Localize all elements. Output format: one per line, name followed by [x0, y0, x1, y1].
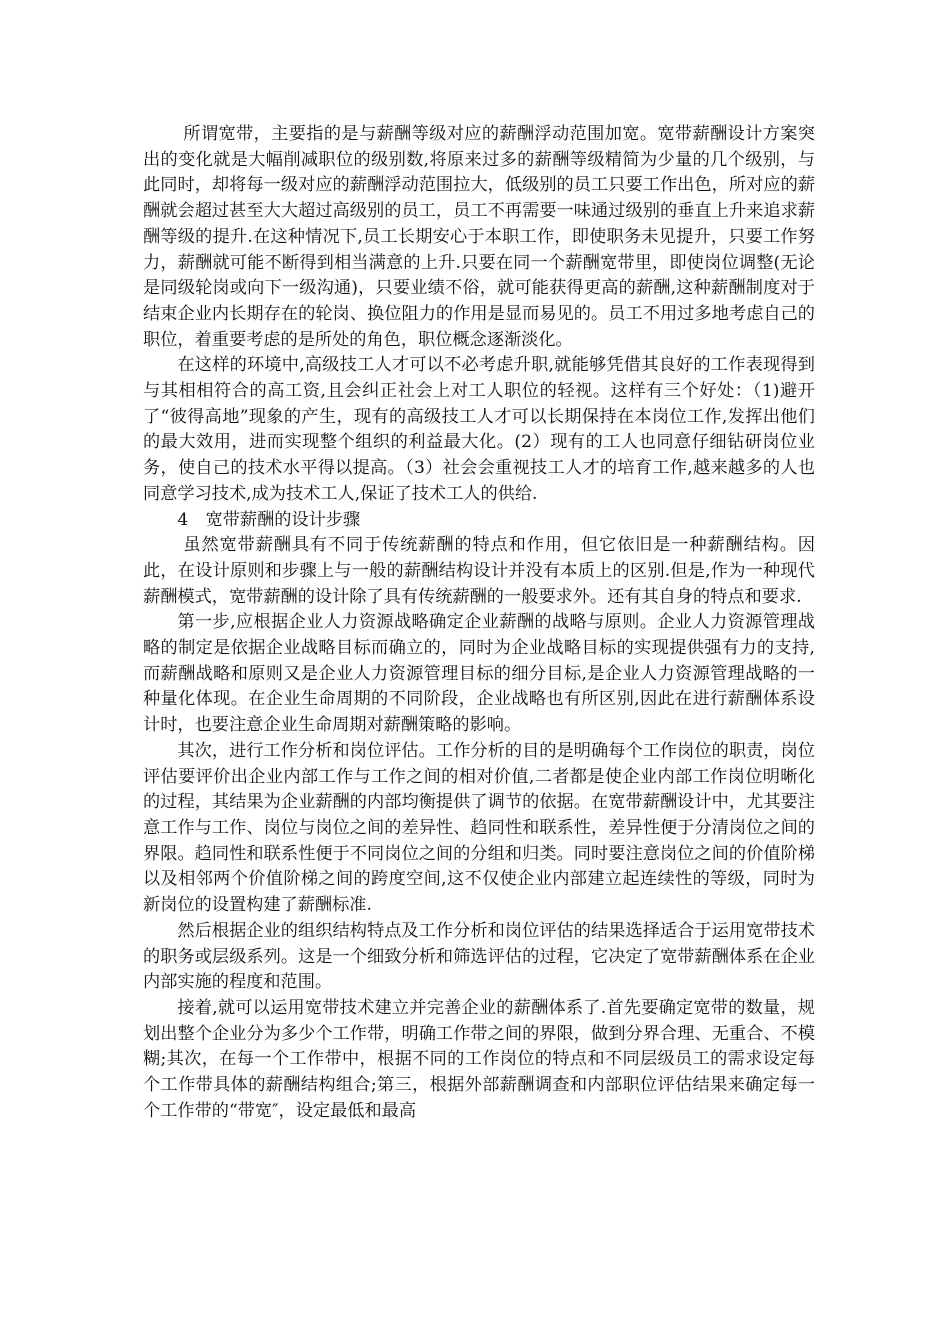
paragraph-design-intro: 虽然宽带薪酬具有不同于传统薪酬的特点和作用，但它依旧是一种薪酬结构。因此，在设计原则和步骤上与一般的薪酬结构设计并没有本质上的区别.但是,作为一种现代薪酬模式，宽带薪酬的设计除了具有传统薪酬的一般要求外。还有其自身的特点和要求.	[143, 535, 815, 607]
document-page	[143, 122, 815, 1124]
paragraph-broadband-definition: 所谓宽带，主要指的是与薪酬等级对应的薪酬浮动范围加宽。宽带薪酬设计方案突出的变化就是大幅削减职位的级别数,将原来过多的薪酬等级精简为少量的几个级别，与此同时，却将每一级对应的薪酬浮动范围拉大，低级别的员工只要工作出色，所对应的薪酬就会超过甚至大大超过高级别的员工，员工不再需要一味通过级别的垂直上升来追求薪酬等级的提升.在这种情况下,员工长期安心于本职工作，即使职务未见提升，只要工作努力，薪酬就可能不断得到相当满意的上升.只要在同一个薪酬宽带里，即使岗位调整(无论是同级轮岗或向下一级沟通)，只要业绩不俗，就可能获得更高的薪酬,这种薪酬制度对于结束企业内长期存在的轮岗、换位阻力的作用是显而易见的。员工不用过多地考虑自己的职位，着重要考虑的是所处的角色，职位概念逐渐淡化。	[143, 124, 815, 350]
paragraph-step-three: 然后根据企业的组织结构特点及工作分析和岗位评估的结果选择适合于运用宽带技术的职务或层级系列。这是一个细致分析和筛选评估的过程，它决定了宽带薪酬体系在企业内部实施的程度和范围。	[143, 920, 815, 993]
section-heading: 4 宽带薪酬的设计步骤	[177, 509, 361, 530]
paragraph-step-one: 第一步,应根据企业人力资源战略确定企业薪酬的战略与原则。企业人力资源管理战略的制定是依据企业战略目标而确立的，同时为企业战略目标的实现提供强有力的支持,而薪酬战略和原则又是企业人力资源管理目标的细分目标,是企业人力资源管理战略的一种量化体现。在企业生命周期的不同阶段，企业战略也有所区别,因此在进行薪酬体系设计时，也要注意企业生命周期对薪酬策略的影响。	[143, 612, 815, 736]
paragraph-advantages: 在这样的环境中,高级技工人才可以不必考虑升职,就能够凭借其良好的工作表现得到与其相相符合的高工资,且会纠正社会上对工人职位的轻视。这样有三个好处：（1)避开了“彼得高地”现象的产生，现有的高级技工人才可以长期保持在本岗位工作,发挥出他们的最大效用，进而实现整个组织的利益最大化。(2）现有的工人也同意仔细钻研岗位业务，使自己的技术水平得以提高。（3）社会会重视技工人才的培育工作,越来越多的人也同意学习技术,成为技术工人,保证了技术工人的供给.	[143, 355, 815, 504]
paragraph-step-four: 接着,就可以运用宽带技术建立并完善企业的薪酬体系了.首先要确定宽带的数量，规划出整个企业分为多少个工作带，明确工作带之间的界限，做到分界合理、无重合、不模糊;其次，在每一个工作带中，根据不同的工作岗位的特点和不同层级员工的需求设定每个工作带具体的薪酬结构组合;第三，根据外部薪酬调查和内部职位评估结果来确定每一个工作带的“带宽″，设定最低和最高	[143, 997, 815, 1121]
paragraph-step-two: 其次，进行工作分析和岗位评估。工作分析的目的是明确每个工作岗位的职责，岗位评估要评价出企业内部工作与工作之间的相对价值,二者都是使企业内部工作岗位明晰化的过程，其结果为企业薪酬的内部均衡提供了调节的依据。在宽带薪酬设计中，尤其要注意工作与工作、岗位与岗位之间的差异性、趋同性和联系性，差异性便于分清岗位之间的界限。趋同性和联系性便于不同岗位之间的分组和归类。同时要注意岗位之间的价值阶梯以及相邻两个价值阶梯之间的跨度空间,这不仅使企业内部建立起连续性的等级，同时为新岗位的设置构建了薪酬标准.	[143, 740, 815, 916]
